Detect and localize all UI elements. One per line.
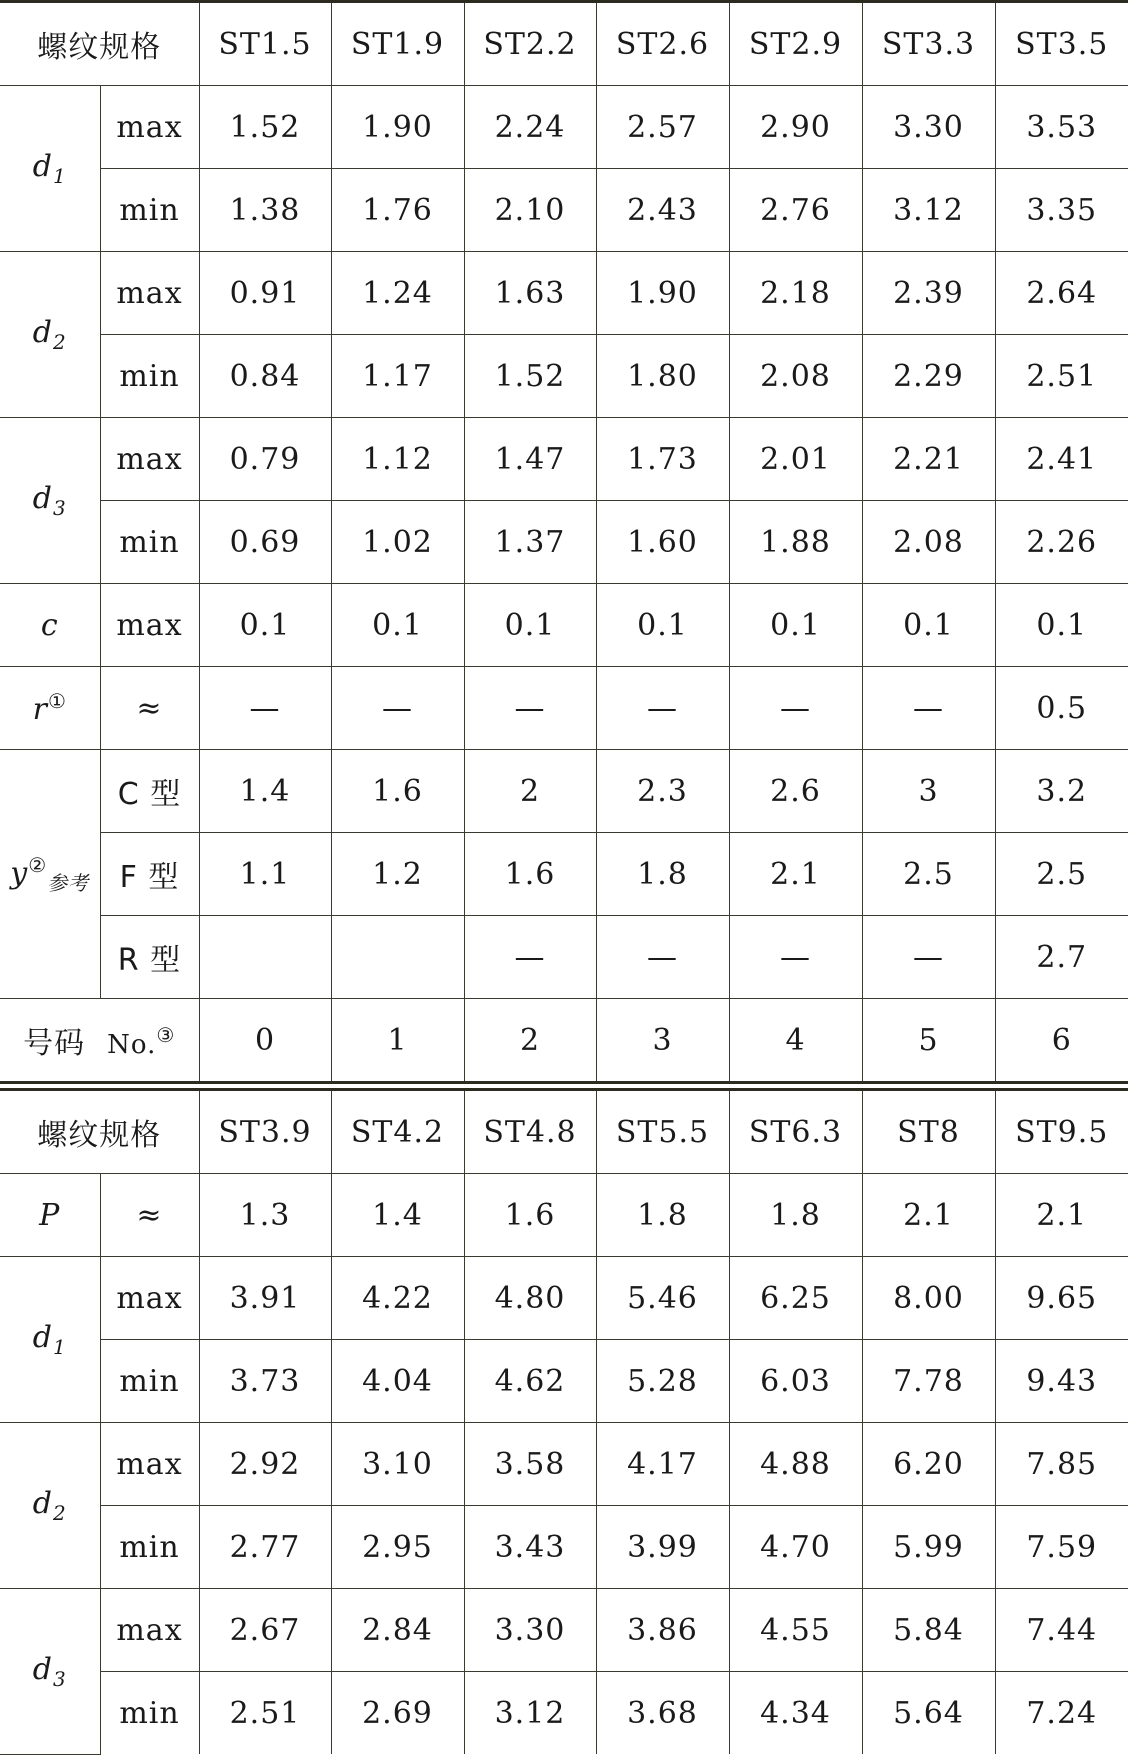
value-cell: 3.30	[862, 86, 995, 169]
value-cell: 1.3	[199, 1174, 331, 1257]
symbol-p: P	[0, 1174, 100, 1257]
spec-header-cell: ST6.3	[729, 1090, 862, 1174]
spec-header-cell: ST2.9	[729, 2, 862, 86]
table-body	[0, 2, 1128, 1755]
value-cell: 2.1	[729, 833, 862, 916]
value-cell: 2.08	[729, 335, 862, 418]
value-cell: 0.1	[995, 584, 1128, 667]
spec-header-cell: ST3.9	[199, 1090, 331, 1174]
value-cell: —	[464, 916, 596, 999]
table-row	[0, 1257, 1128, 1340]
qualifier-max: max	[100, 1257, 199, 1340]
table-row	[0, 169, 1128, 252]
qualifier-min: min	[100, 335, 199, 418]
value-cell: 1.76	[331, 169, 464, 252]
table-row	[0, 1174, 1128, 1257]
value-cell: 1.38	[199, 169, 331, 252]
symbol-subscript: 2	[52, 1501, 67, 1525]
table-row	[0, 667, 1128, 750]
value-cell: 2.24	[464, 86, 596, 169]
value-cell: —	[596, 916, 729, 999]
symbol-letter: d	[32, 315, 53, 350]
double-rule	[0, 1083, 1128, 1090]
value-cell: 0.91	[199, 252, 331, 335]
value-cell: 0.1	[862, 584, 995, 667]
value-cell: 5.46	[596, 1257, 729, 1340]
symbol-d1	[0, 1257, 100, 1423]
value-cell: —	[862, 916, 995, 999]
value-cell: 2.21	[862, 418, 995, 501]
value-cell: 2.08	[862, 501, 995, 584]
symbol-letter: d	[32, 149, 53, 184]
value-cell: 5.84	[862, 1589, 995, 1672]
spec-header-cell: ST4.2	[331, 1090, 464, 1174]
value-cell: 1.02	[331, 501, 464, 584]
value-cell: 7.78	[862, 1340, 995, 1423]
qualifier-min: min	[100, 1340, 199, 1423]
symbol-c: c	[0, 584, 100, 667]
symbol-letter: r	[32, 692, 48, 727]
value-cell: 0.79	[199, 418, 331, 501]
symbol-y-ref	[0, 750, 100, 999]
table-row	[0, 833, 1128, 916]
value-cell: 1.88	[729, 501, 862, 584]
value-cell: 0.1	[199, 584, 331, 667]
value-cell: 4.62	[464, 1340, 596, 1423]
value-cell: 3.58	[464, 1423, 596, 1506]
value-cell: 1.52	[199, 86, 331, 169]
value-cell: 2.18	[729, 252, 862, 335]
value-cell: 2.10	[464, 169, 596, 252]
table-row	[0, 418, 1128, 501]
value-cell: 1.73	[596, 418, 729, 501]
table-row	[0, 750, 1128, 833]
spec-header-cell: ST3.3	[862, 2, 995, 86]
table-row	[0, 916, 1128, 999]
spec-header-cell: ST2.2	[464, 2, 596, 86]
value-cell: 1.17	[331, 335, 464, 418]
table-row	[0, 1340, 1128, 1423]
value-cell: 3.53	[995, 86, 1128, 169]
value-cell: 2.69	[331, 1672, 464, 1755]
value-cell: 2.39	[862, 252, 995, 335]
thread-spec-label: 螺纹规格	[0, 1090, 199, 1174]
value-cell: 3.12	[464, 1672, 596, 1755]
value-cell: 7.44	[995, 1589, 1128, 1672]
value-cell: 4.80	[464, 1257, 596, 1340]
value-cell: 1.2	[331, 833, 464, 916]
spec-header-cell: ST5.5	[596, 1090, 729, 1174]
value-cell: —	[331, 667, 464, 750]
value-cell: —	[596, 667, 729, 750]
value-cell: 5.64	[862, 1672, 995, 1755]
spec-header-cell: ST3.5	[995, 2, 1128, 86]
value-cell: 2.01	[729, 418, 862, 501]
symbol-subscript: 1	[52, 1335, 67, 1359]
qualifier-max: max	[100, 86, 199, 169]
symbol-letter: d	[32, 481, 53, 516]
value-cell: 1.37	[464, 501, 596, 584]
value-cell: 3.35	[995, 169, 1128, 252]
value-cell: 2.5	[995, 833, 1128, 916]
thread-spec-label: 螺纹规格	[0, 2, 199, 86]
value-cell: 2.6	[729, 750, 862, 833]
value-cell: 4.55	[729, 1589, 862, 1672]
value-cell: 4.34	[729, 1672, 862, 1755]
table-row	[0, 86, 1128, 169]
value-cell: 4.88	[729, 1423, 862, 1506]
value-cell: 5.28	[596, 1340, 729, 1423]
spec-header-cell: ST8	[862, 1090, 995, 1174]
header-row-bottom	[0, 1090, 1128, 1174]
table-row	[0, 1672, 1128, 1755]
symbol-subscript: 3	[52, 1666, 67, 1691]
value-cell: 1.6	[464, 1174, 596, 1257]
value-cell: 3.30	[464, 1589, 596, 1672]
value-cell: 6.03	[729, 1340, 862, 1423]
symbol-d2	[0, 1423, 100, 1589]
value-cell: 3.2	[995, 750, 1128, 833]
value-cell: 2	[464, 999, 596, 1083]
value-cell: 1.52	[464, 335, 596, 418]
value-cell: 4	[729, 999, 862, 1083]
value-cell: 8.00	[862, 1257, 995, 1340]
type-label-c: C 型	[100, 750, 199, 833]
value-cell: —	[464, 667, 596, 750]
value-cell: 1.47	[464, 418, 596, 501]
table-row	[0, 501, 1128, 584]
table-row	[0, 584, 1128, 667]
value-cell: 3.68	[596, 1672, 729, 1755]
value-cell: 2.7	[995, 916, 1128, 999]
value-cell: 2.77	[199, 1506, 331, 1589]
value-cell: 3.91	[199, 1257, 331, 1340]
value-cell: 1.24	[331, 252, 464, 335]
value-cell: 1.90	[596, 252, 729, 335]
symbol-d1	[0, 86, 100, 252]
value-cell: 5.99	[862, 1506, 995, 1589]
value-cell: 2.3	[596, 750, 729, 833]
value-cell: 7.85	[995, 1423, 1128, 1506]
value-cell: 6.20	[862, 1423, 995, 1506]
spec-header-cell: ST1.9	[331, 2, 464, 86]
qualifier-min: min	[100, 1506, 199, 1589]
value-cell: 4.22	[331, 1257, 464, 1340]
value-cell: 0.1	[729, 584, 862, 667]
value-cell: 2.29	[862, 335, 995, 418]
symbol-letter: d	[32, 1320, 53, 1355]
value-cell: 3.43	[464, 1506, 596, 1589]
value-cell: 2.43	[596, 169, 729, 252]
section-divider	[0, 1083, 1128, 1090]
value-cell: 2.84	[331, 1589, 464, 1672]
type-label-f: F 型	[100, 833, 199, 916]
number-label-en: No.	[107, 1030, 157, 1060]
value-cell: 1.1	[199, 833, 331, 916]
qualifier-max: max	[100, 418, 199, 501]
value-cell: 2.51	[995, 335, 1128, 418]
value-cell: 6.25	[729, 1257, 862, 1340]
value-cell: 1.60	[596, 501, 729, 584]
value-cell	[331, 916, 464, 999]
spec-header-cell: ST1.5	[199, 2, 331, 86]
table-row	[0, 252, 1128, 335]
value-cell: 2.95	[331, 1506, 464, 1589]
table-row	[0, 1506, 1128, 1589]
value-cell: 0.1	[596, 584, 729, 667]
value-cell: 2.76	[729, 169, 862, 252]
symbol-r	[0, 667, 100, 750]
symbol-letter: y	[10, 855, 29, 891]
qualifier-max: max	[100, 252, 199, 335]
value-cell: 2.51	[199, 1672, 331, 1755]
symbol-subscript: 参考	[47, 870, 90, 895]
value-cell: 2.1	[995, 1174, 1128, 1257]
qualifier-approx: ≈	[100, 667, 199, 750]
symbol-letter: d	[32, 1651, 53, 1687]
value-cell: 4.04	[331, 1340, 464, 1423]
value-cell: 1.4	[331, 1174, 464, 1257]
value-cell: 4.70	[729, 1506, 862, 1589]
value-cell: —	[729, 916, 862, 999]
qualifier-max: max	[100, 1589, 199, 1672]
value-cell: 2.5	[862, 833, 995, 916]
value-cell: 1.8	[596, 1174, 729, 1257]
qualifier-min: min	[100, 501, 199, 584]
qualifier-max: max	[100, 1423, 199, 1506]
value-cell: 0	[199, 999, 331, 1083]
footnote-marker: ②	[28, 852, 48, 877]
value-cell: 1.12	[331, 418, 464, 501]
value-cell: 0.84	[199, 335, 331, 418]
value-cell: 3.86	[596, 1589, 729, 1672]
value-cell: 7.24	[995, 1672, 1128, 1755]
spec-header-cell: ST4.8	[464, 1090, 596, 1174]
symbol-subscript: 3	[52, 496, 67, 520]
number-label	[0, 999, 199, 1083]
value-cell: 0.1	[331, 584, 464, 667]
value-cell: 2.57	[596, 86, 729, 169]
value-cell: 0.1	[464, 584, 596, 667]
value-cell: 7.59	[995, 1506, 1128, 1589]
qualifier-approx: ≈	[100, 1174, 199, 1257]
value-cell: 5	[862, 999, 995, 1083]
symbol-d2	[0, 252, 100, 418]
value-cell: —	[862, 667, 995, 750]
value-cell: 1.6	[464, 833, 596, 916]
value-cell: 2	[464, 750, 596, 833]
value-cell: 1.8	[729, 1174, 862, 1257]
table-row	[0, 1423, 1128, 1506]
value-cell: —	[729, 667, 862, 750]
value-cell: 0.5	[995, 667, 1128, 750]
value-cell	[199, 916, 331, 999]
qualifier-min: min	[100, 169, 199, 252]
value-cell: 2.64	[995, 252, 1128, 335]
value-cell: 0.69	[199, 501, 331, 584]
type-label-r: R 型	[100, 916, 199, 999]
qualifier-min: min	[100, 1672, 199, 1755]
value-cell: 3.99	[596, 1506, 729, 1589]
number-label-cn: 号码	[23, 1026, 86, 1061]
symbol-d3	[0, 418, 100, 584]
footnote-marker: ①	[47, 689, 67, 713]
value-cell: 1.90	[331, 86, 464, 169]
value-cell: 9.65	[995, 1257, 1128, 1340]
header-row-top	[0, 2, 1128, 86]
value-cell: 2.41	[995, 418, 1128, 501]
value-cell: 1.6	[331, 750, 464, 833]
value-cell: 1.4	[199, 750, 331, 833]
symbol-letter: d	[32, 1486, 53, 1521]
table-row	[0, 999, 1128, 1083]
symbol-subscript: 2	[52, 330, 67, 354]
footnote-marker: ③	[156, 1023, 176, 1047]
value-cell: 3	[596, 999, 729, 1083]
value-cell: 2.1	[862, 1174, 995, 1257]
spec-header-cell: ST2.6	[596, 2, 729, 86]
value-cell: 3.73	[199, 1340, 331, 1423]
value-cell: 1.8	[596, 833, 729, 916]
value-cell: 6	[995, 999, 1128, 1083]
value-cell: 4.17	[596, 1423, 729, 1506]
symbol-d3	[0, 1589, 100, 1755]
value-cell: 2.26	[995, 501, 1128, 584]
value-cell: —	[199, 667, 331, 750]
table-row	[0, 1589, 1128, 1672]
value-cell: 2.90	[729, 86, 862, 169]
qualifier-max: max	[100, 584, 199, 667]
value-cell: 2.67	[199, 1589, 331, 1672]
value-cell: 9.43	[995, 1340, 1128, 1423]
value-cell: 3	[862, 750, 995, 833]
value-cell: 1.63	[464, 252, 596, 335]
table-row	[0, 335, 1128, 418]
value-cell: 3.12	[862, 169, 995, 252]
value-cell: 1	[331, 999, 464, 1083]
value-cell: 3.10	[331, 1423, 464, 1506]
value-cell: 2.92	[199, 1423, 331, 1506]
symbol-subscript: 1	[52, 164, 67, 188]
value-cell: 1.80	[596, 335, 729, 418]
spec-header-cell: ST9.5	[995, 1090, 1128, 1174]
